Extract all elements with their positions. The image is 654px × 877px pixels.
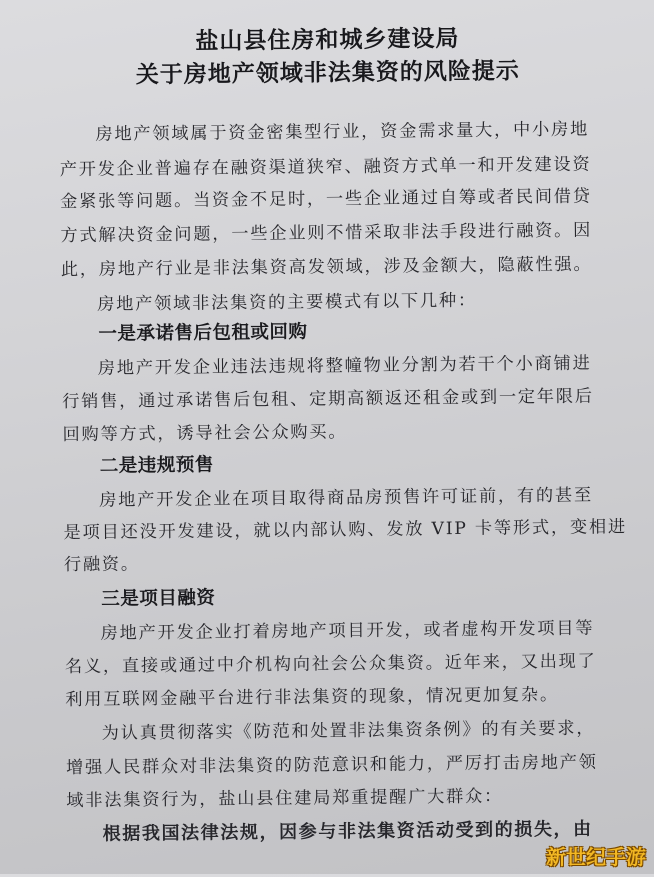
watermark-logo: 新世纪手游 (546, 845, 646, 869)
paragraph-line: 名义，直接或通过中介机构向社会公众集资。近年来，又出现了 (64, 651, 597, 678)
paragraph-line-bold: 根据我国法律法规，因参与非法集资活动受到的损失，由 (102, 818, 593, 845)
paragraph-line: 房地产开发企业打着房地产项目开发，或者虚构开发项目等 (100, 618, 595, 644)
paragraph-line: 方式解决资金问题，一些企业则不惜采取非法手段进行融资。因 (60, 220, 593, 247)
paragraph-line: 是项目还没开发建设，就以内部认购、发放 VIP 卡等形式，变相进 (63, 517, 628, 544)
paragraph-line: 域非法集资行为，盐山县住建局郑重提醒广大群众： (66, 786, 504, 812)
paragraph-line: 此，房地产行业是非法集资高发领域，涉及金额大，隐蔽性强。 (60, 254, 593, 281)
paragraph-line: 回购等方式，诱导社会公众购买。 (62, 422, 348, 446)
paragraph-line: 行融资。 (63, 554, 140, 576)
section-heading-3: 三是项目融资 (101, 587, 216, 610)
paragraph-line: 利用互联网金融平台进行非法集资的现象，情况更加复杂。 (65, 684, 560, 711)
section-heading-1: 一是承诺售后包租或回购 (98, 321, 308, 345)
paragraph-line: 房地产开发企业违法违规将整幢物业分割为若干个小商铺进 (97, 353, 592, 379)
document-title-line-2: 关于房地产领域非法集资的风险提示 (135, 58, 520, 89)
paragraph-line: 行销售，通过承诺售后包租、定期高额返还租金或到一定年限后 (62, 386, 594, 413)
paragraph-line: 房地产领域属于资金密集型行业，资金需求量大，中小房地 (95, 119, 590, 145)
document-title-line-1: 盐山县住房和城乡建设局 (195, 25, 460, 55)
section-heading-2: 二是违规预售 (99, 454, 214, 477)
paragraph-line: 房地产开发企业在项目取得商品房预售许可证前，有的甚至 (99, 485, 593, 511)
paragraph-line: 增强人民群众对非法集资的防范意识和能力，严厉打击房地产领 (65, 752, 598, 779)
paragraph-line: 房地产领域非法集资的主要模式有以下几种： (97, 290, 478, 315)
paragraph-line: 为认真贯彻落实《防范和处置非法集资条例》的有关要求， (101, 718, 596, 744)
paragraph-line: 金紧张等问题。当资金不足时，一些企业通过自筹或者民间借贷 (60, 186, 592, 213)
paragraph-line: 产开发企业普遍存在融资渠道狭窄、融资方式单一和开发建设资 (59, 154, 592, 181)
